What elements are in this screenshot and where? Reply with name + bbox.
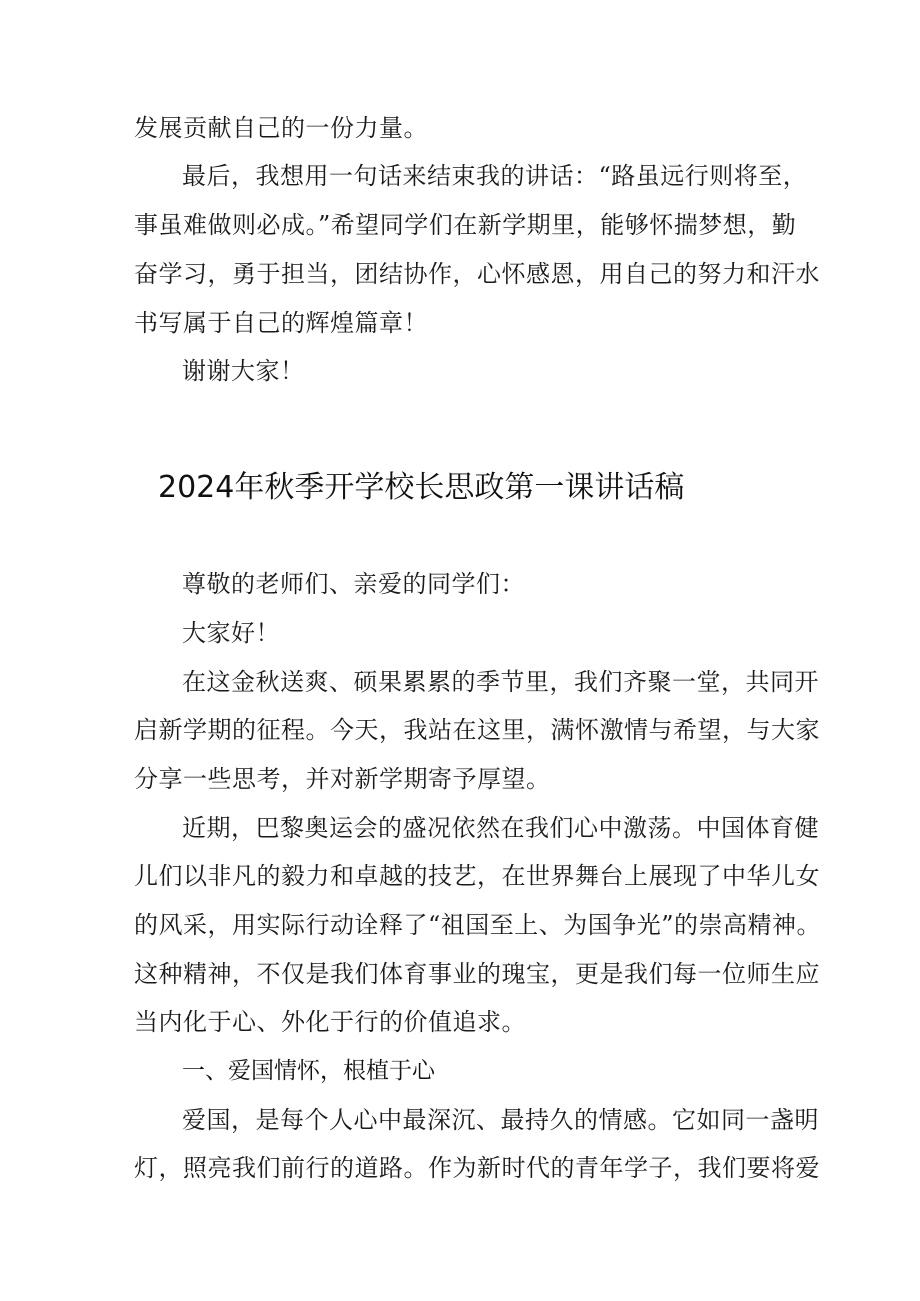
text-line: 灯，照亮我们前行的道路。作为新时代的青年学子，我们要将爱 [134,1154,820,1182]
text-line: 发展贡献自己的一份力量。 [134,114,428,142]
text-line: 当内化于心、外化于行的价值追求。 [134,1008,526,1036]
text-line: 儿们以非凡的毅力和卓越的技艺，在世界舞台上展现了中华儿女 [134,862,820,890]
section-heading: 一、爱国情怀，根植于心 [182,1058,435,1084]
text-line: 在这金秋送爽、硕果累累的季节里，我们齐聚一堂，共同开 [182,668,819,696]
text-line: 书写属于自己的辉煌篇章！ [134,309,428,337]
text-line: 这种精神，不仅是我们体育事业的瑰宝，更是我们每一位师生应 [134,960,820,988]
text-line: 的风采，用实际行动诠释了“祖国至上、为国争光”的崇高精神。 [134,911,822,939]
text-line: 爱国，是每个人心中最深沉、最持久的情感。它如同一盏明 [182,1106,819,1134]
salutation: 尊敬的老师们、亲爱的同学们： [182,570,525,598]
text-line: 奋学习，勇于担当，团结协作，心怀感恩，用自己的努力和汗水 [134,260,820,288]
page-title: 2024年秋季开学校长思政第一课讲话稿 [158,470,685,505]
closing-thanks: 谢谢大家！ [182,357,305,385]
text-line: 最后，我想用一句话来结束我的讲话：“路虽远行则将至， [182,162,808,190]
text-line: 分享一些思考，并对新学期寄予厚望。 [134,765,551,793]
greeting: 大家好！ [182,619,280,647]
text-line: 近期，巴黎奥运会的盛况依然在我们心中激荡。中国体育健 [182,814,819,842]
text-line: 事虽难做则必成。”希望同学们在新学期里，能够怀揣梦想，勤 [134,211,797,239]
text-line: 启新学期的征程。今天，我站在这里，满怀激情与希望，与大家 [134,716,820,744]
